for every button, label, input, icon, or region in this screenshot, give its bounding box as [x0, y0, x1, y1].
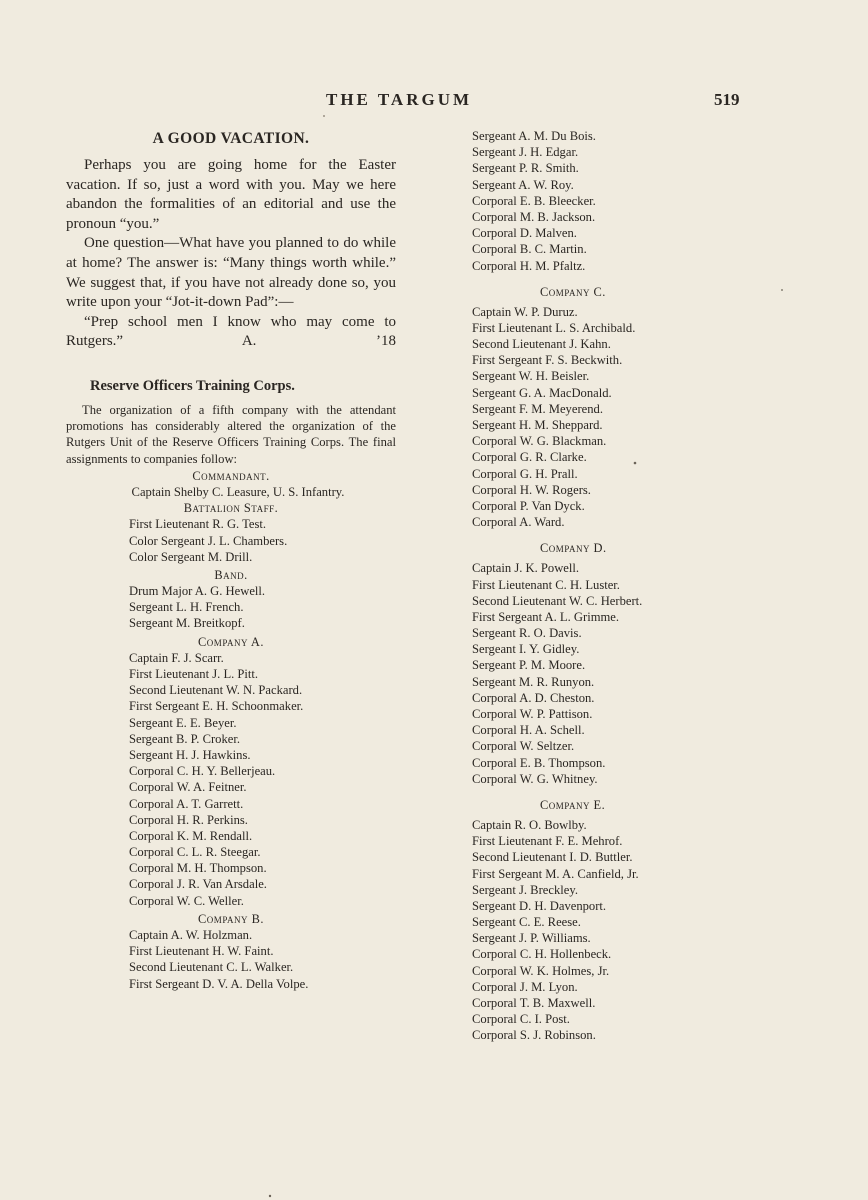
- roster-entry: Sergeant I. Y. Gidley.: [472, 642, 580, 657]
- roster-entry: Corporal G. H. Prall.: [472, 466, 578, 481]
- roster-entry: Corporal E. B. Thompson.: [472, 755, 606, 770]
- left-column: [66, 130, 396, 992]
- roster-entry: Sergeant C. E. Reese.: [472, 915, 581, 930]
- roster-entry: Corporal W. G. Blackman.: [472, 434, 607, 449]
- roster-entry: Sergeant A. W. Roy.: [472, 177, 574, 192]
- roster-entry: First Lieutenant J. L. Pitt.: [129, 667, 259, 681]
- band-heading: Band.: [214, 567, 248, 582]
- roster-entry: Corporal W. P. Pattison.: [472, 707, 593, 721]
- page-number: 519: [714, 90, 740, 109]
- page-header: [0, 90, 868, 114]
- battalion-staff-list: [66, 516, 396, 565]
- roster-entry: Corporal H. M. Pfaltz.: [472, 258, 586, 273]
- commandant-heading: Commandant.: [192, 468, 270, 483]
- editorial-title: A GOOD VACATION.: [152, 130, 310, 147]
- roster-entry: Color Sergeant M. Drill.: [129, 549, 253, 564]
- roster-entry: First Lieutenant L. S. Archibald.: [472, 320, 636, 335]
- company-b-list-right: [472, 128, 732, 274]
- roster-entry: Second Lieutenant W. C. Herbert.: [472, 593, 643, 608]
- roster-entry: Sergeant P. M. Moore.: [472, 658, 586, 673]
- roster-entry: Color Sergeant J. L. Chambers.: [129, 533, 288, 548]
- roster-entry: Sergeant R. O. Davis.: [472, 626, 582, 641]
- roster-entry: Sergeant H. J. Hawkins.: [129, 747, 251, 762]
- roster-entry: Drum Major A. G. Hewell.: [129, 584, 266, 599]
- roster-entry: Corporal T. B. Maxwell.: [472, 996, 596, 1010]
- company-b-heading: Company B.: [198, 911, 264, 926]
- roster-entry: Corporal C. I. Post.: [472, 1012, 570, 1027]
- editorial-paragraph: “Prep school men I know who may come to Rutgers.” A. ’18: [66, 313, 396, 350]
- roster-entry: Second Lieutenant I. D. Buttler.: [472, 850, 633, 865]
- roster-entry: Sergeant M. R. Runyon.: [472, 674, 595, 689]
- roster-entry: Second Lieutenant C. L. Walker.: [129, 960, 294, 975]
- roster-entry: Second Lieutenant J. Kahn.: [472, 337, 611, 352]
- roster-entry: Corporal A. Ward.: [472, 515, 565, 530]
- company-c-list: [472, 304, 732, 531]
- roster-entry: Corporal W. K. Holmes, Jr.: [472, 963, 610, 978]
- company-a-list: [66, 650, 396, 909]
- roster-entry: First Sergeant M. A. Canfield, Jr.: [472, 866, 639, 881]
- roster-entry: Corporal H. W. Rogers.: [472, 482, 591, 497]
- roster-entry: Corporal W. A. Feitner.: [129, 780, 247, 795]
- company-a-heading: Company A.: [198, 634, 264, 649]
- roster-entry: Corporal H. A. Schell.: [472, 723, 585, 738]
- roster-entry: Corporal C. L. R. Steegar.: [129, 845, 261, 860]
- running-title: THE TARGUM: [326, 90, 473, 109]
- company-e-list: [472, 817, 732, 1044]
- roster-entry: Corporal J. R. Van Arsdale.: [129, 877, 267, 892]
- roster-entry: Sergeant M. Breitkopf.: [129, 616, 245, 631]
- roster-entry: Corporal M. H. Thompson.: [129, 861, 267, 876]
- roster-entry: Sergeant B. P. Croker.: [129, 731, 241, 746]
- roster-entry: Corporal P. Van Dyck.: [472, 498, 585, 513]
- roster-entry: First Lieutenant C. H. Luster.: [472, 577, 620, 592]
- roster-entry: Corporal W. G. Whitney.: [472, 771, 598, 786]
- roster-entry: First Sergeant E. H. Schoonmaker.: [129, 699, 304, 714]
- right-column: [472, 128, 732, 1044]
- roster-entry: Sergeant A. M. Du Bois.: [472, 129, 596, 143]
- roster-entry: Second Lieutenant W. N. Packard.: [129, 683, 303, 698]
- editorial-paragraph: Perhaps you are going home for the Easter vacation. If so, just a word with you. May we here abandon the formalities of an editorial and use the pronoun “you.”: [66, 157, 396, 232]
- company-d-list: [472, 560, 732, 787]
- roster-entry: First Lieutenant R. G. Test.: [129, 517, 267, 532]
- rotc-intro: The organization of a fifth company with the attendant promotions has considerably altered the organization of the Rutgers Unit of the Reserve Officers Training Corps. The final assignments to companies follow:: [66, 402, 396, 466]
- company-e-heading: Company E.: [540, 797, 606, 812]
- roster-entry: Captain R. O. Bowlby.: [472, 817, 587, 832]
- roster-entry: First Lieutenant F. E. Mehrof.: [472, 834, 623, 849]
- roster-entry: First Sergeant F. S. Beckwith.: [472, 353, 623, 368]
- roster-entry: Sergeant G. A. MacDonald.: [472, 385, 612, 400]
- roster-entry: Captain A. W. Holzman.: [129, 928, 253, 942]
- roster-entry: Captain J. K. Powell.: [472, 561, 580, 576]
- roster-entry: Sergeant H. M. Sheppard.: [472, 418, 603, 432]
- roster-entry: Sergeant J. H. Edgar.: [472, 145, 579, 160]
- battalion-staff-heading: Battalion Staff.: [183, 501, 279, 516]
- roster-entry: Corporal G. R. Clarke.: [472, 450, 587, 465]
- roster-entry: Corporal M. B. Jackson.: [472, 209, 596, 224]
- band-list: [66, 583, 396, 632]
- roster-entry: Corporal B. C. Martin.: [472, 242, 587, 257]
- roster-entry: Corporal D. Malven.: [472, 226, 577, 241]
- roster-entry: Corporal S. J. Robinson.: [472, 1028, 596, 1043]
- roster-entry: Captain F. J. Scarr.: [129, 650, 224, 665]
- roster-entry: Corporal A. T. Garrett.: [129, 796, 244, 811]
- roster-entry: Captain W. P. Duruz.: [472, 304, 578, 319]
- roster-entry: Sergeant D. H. Davenport.: [472, 898, 607, 913]
- company-d-heading: Company D.: [540, 541, 607, 556]
- roster-entry: Corporal K. M. Rendall.: [129, 828, 253, 843]
- roster-entry: Sergeant E. E. Beyer.: [129, 715, 237, 730]
- roster-entry: Corporal H. R. Perkins.: [129, 812, 248, 827]
- roster-entry: Sergeant P. R. Smith.: [472, 161, 579, 176]
- rotc-title: Reserve Officers Training Corps.: [90, 377, 295, 394]
- roster-entry: Sergeant W. H. Beisler.: [472, 369, 590, 384]
- roster-entry: First Sergeant A. L. Grimme.: [472, 609, 620, 624]
- roster-entry: Sergeant J. Breckley.: [472, 882, 578, 897]
- roster-entry: Sergeant L. H. French.: [129, 600, 244, 615]
- roster-entry: First Lieutenant H. W. Faint.: [129, 944, 274, 959]
- roster-entry: Corporal W. Seltzer.: [472, 739, 575, 754]
- roster-entry: Corporal E. B. Bleecker.: [472, 193, 596, 208]
- roster-entry: Corporal J. M. Lyon.: [472, 979, 578, 994]
- commandant-name: Captain Shelby C. Leasure, U. S. Infantry.: [131, 484, 345, 499]
- editorial-article: [66, 130, 396, 352]
- company-b-list-left: [66, 927, 396, 992]
- roster-entry: Corporal A. D. Cheston.: [472, 690, 595, 705]
- company-c-heading: Company C.: [540, 284, 606, 299]
- editorial-paragraph: One question—What have you planned to do while at home? The answer is: “Many things worth while.” We suggest that, if you have not already done so, you write upon your “Jot-it-down Pad”:—: [66, 235, 396, 311]
- roster-entry: Sergeant J. P. Williams.: [472, 931, 591, 946]
- roster-entry: Sergeant F. M. Meyerend.: [472, 401, 603, 416]
- roster-entry: Corporal C. H. Y. Bellerjeau.: [129, 764, 276, 779]
- roster-entry: Corporal W. C. Weller.: [129, 893, 244, 908]
- roster-entry: Corporal C. H. Hollenbeck.: [472, 947, 612, 962]
- roster-entry: First Sergeant D. V. A. Della Volpe.: [129, 976, 309, 991]
